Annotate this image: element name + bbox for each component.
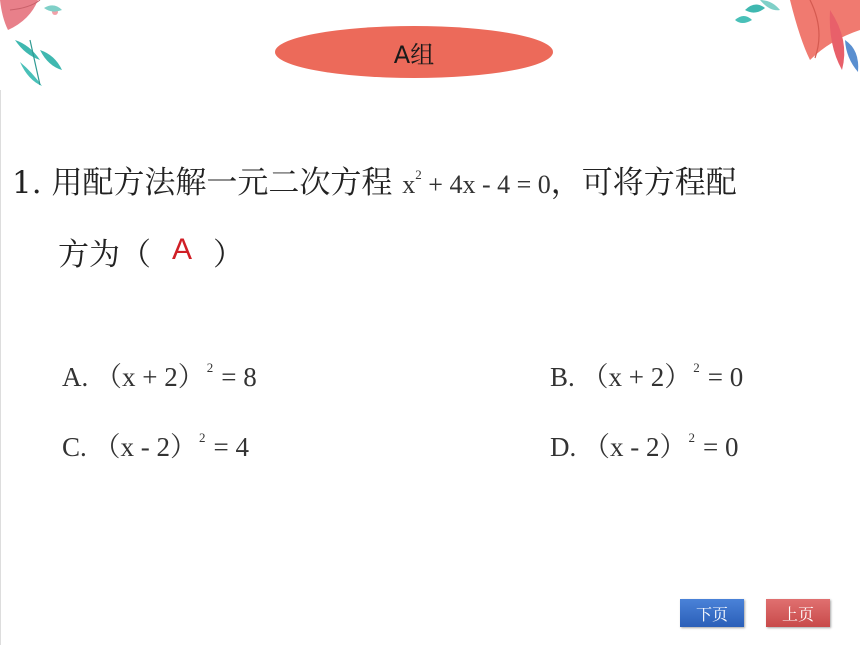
equation-base: x — [402, 170, 416, 199]
option-label: B. — [550, 362, 575, 392]
option-label: D. — [550, 432, 577, 462]
equation — [402, 167, 551, 199]
option-b[interactable] — [550, 355, 743, 394]
group-title: A组 — [393, 40, 435, 69]
previous-page-button[interactable]: 上页 — [766, 599, 830, 627]
question-text-tail: ，可将方程配 — [550, 165, 737, 201]
leaf-decoration-right — [730, 0, 860, 80]
question-line2-start: 方为（ — [58, 237, 151, 273]
group-title-pill — [275, 26, 553, 78]
option-a[interactable] — [62, 355, 257, 394]
option-exponent: 2 — [693, 360, 700, 375]
question-block — [12, 140, 852, 291]
equation-rest: + 4x - 4 = 0 — [428, 170, 551, 199]
option-expression: （x - 2） — [583, 432, 687, 462]
leaf-decoration-left — [0, 0, 80, 90]
answer-mark: A — [171, 233, 192, 266]
option-result: = 0 — [707, 362, 744, 392]
next-page-button[interactable]: 下页 — [680, 599, 744, 627]
option-expression: （x + 2） — [581, 362, 692, 392]
slide-left-border — [0, 90, 1, 645]
option-result: = 0 — [703, 432, 739, 462]
equation-exponent: 2 — [415, 167, 422, 182]
option-result: = 8 — [221, 362, 257, 392]
option-result: = 4 — [213, 432, 249, 462]
option-expression: （x - 2） — [93, 432, 198, 462]
question-line-2 — [12, 220, 852, 291]
question-number: 1. — [12, 165, 42, 201]
option-exponent: 2 — [688, 430, 695, 445]
question-text: 用配方法解一元二次方程 — [51, 165, 393, 201]
option-c[interactable] — [62, 425, 249, 464]
option-exponent: 2 — [199, 430, 206, 445]
option-label: A. — [62, 362, 89, 392]
question-line-1 — [12, 140, 852, 220]
option-expression: （x + 2） — [95, 362, 205, 392]
option-d[interactable] — [550, 425, 738, 464]
question-line2-end: ） — [213, 237, 244, 273]
option-exponent: 2 — [206, 360, 214, 375]
option-label: C. — [62, 432, 87, 462]
